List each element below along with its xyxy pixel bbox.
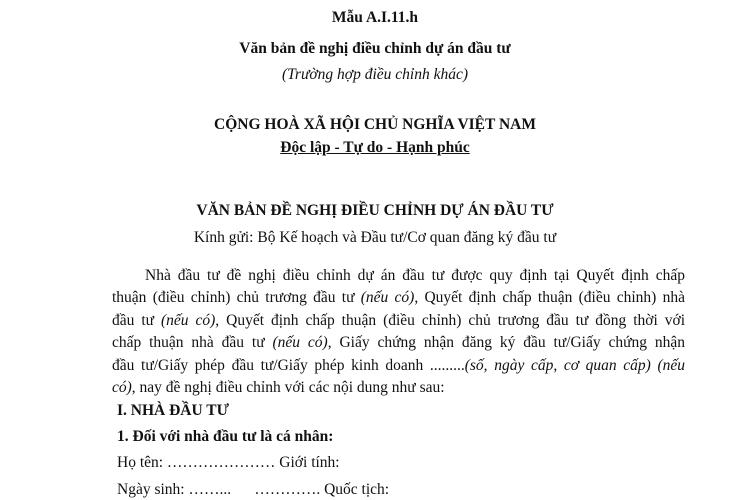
section-heading: I. NHÀ ĐẦU TƯ — [117, 402, 229, 419]
name-gender-field: Họ tên: ………………… Giới tính: — [117, 454, 340, 471]
form-note: (Trường hợp điều chỉnh khác) — [282, 66, 468, 83]
paragraph-line: chấp thuận nhà đầu tư (nếu có), Giấy chứng nhận đăng ký đầu tư/Giấy chứng nhận — [112, 334, 685, 351]
paragraph-line: đầu tư (nếu có), Quyết định chấp thuận (điều chỉnh) chủ trương đầu tư đồng thời với — [112, 312, 685, 329]
paragraph-line: Nhà đầu tư đề nghị điều chỉnh dự án đầu tư được quy định tại Quyết định chấp — [145, 267, 685, 284]
dob-nationality-field: Ngày sinh: ……... …………. Quốc tịch: — [117, 481, 390, 498]
document-title: VĂN BẢN ĐỀ NGHỊ ĐIỀU CHỈNH DỰ ÁN ĐẦU TƯ — [196, 202, 554, 219]
paragraph-line: có), nay đề nghị điều chỉnh với các nội dung như sau: — [112, 379, 445, 396]
subsection-heading: 1. Đối với nhà đầu tư là cá nhân: — [117, 428, 334, 445]
nation-motto — [0, 139, 750, 157]
paragraph-line: đầu tư/Giấy phép đầu tư/Giấy phép kinh doanh .........(số, ngày cấp, cơ quan cấp) (nếu — [112, 357, 686, 374]
form-code: Mẫu A.I.11.h — [331, 9, 419, 26]
paragraph-line: thuận (điều chỉnh) chủ trương đầu tư (nếu có), Quyết định chấp thuận (điều chỉnh) nhà — [112, 289, 685, 306]
nation-name: CỘNG HOÀ XÃ HỘI CHỦ NGHĨA VIỆT NAM — [214, 116, 536, 133]
recipient: Kính gửi: Bộ Kế hoạch và Đầu tư/Cơ quan đăng ký đầu tư — [193, 229, 557, 246]
motto-text: Độc lập - Tự do - Hạnh phúc — [280, 139, 470, 156]
form-title: Văn bản đề nghị điều chỉnh dự án đầu tư — [239, 40, 511, 57]
